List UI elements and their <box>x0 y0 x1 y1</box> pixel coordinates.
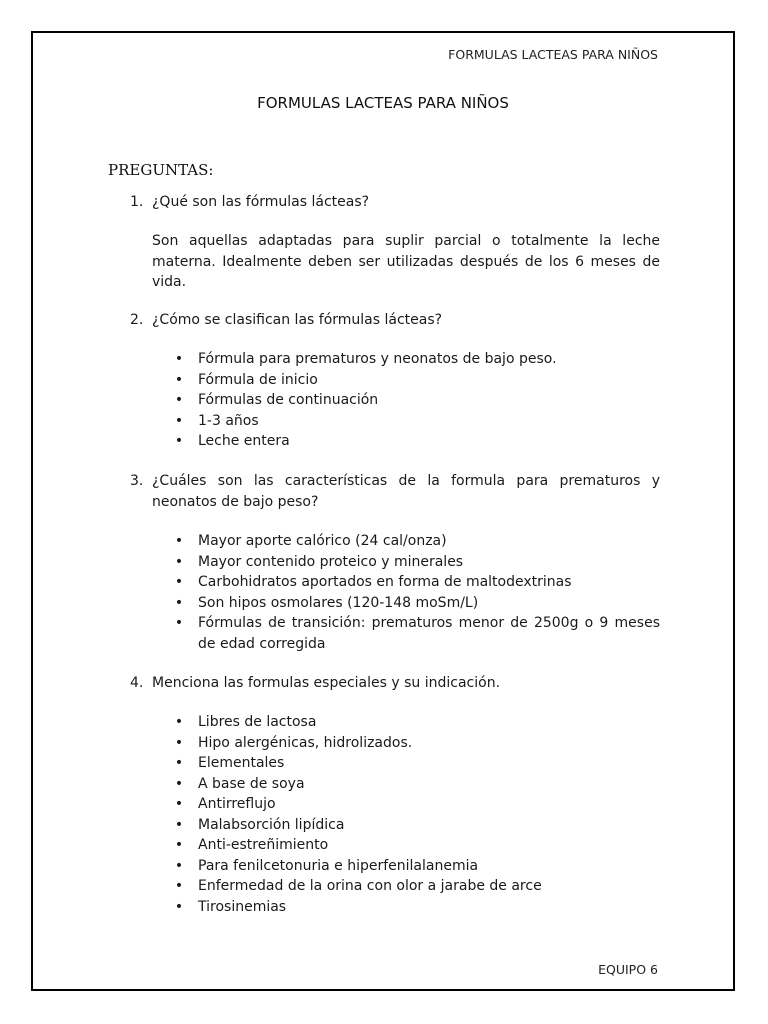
bullet-icon: • <box>174 857 184 874</box>
document-page <box>31 31 735 991</box>
section-label: PREGUNTAS: <box>108 161 214 179</box>
bullet-list-3 <box>174 531 660 654</box>
list-item <box>174 411 660 432</box>
question-text: ¿Cuáles son las características de la formula para prematuros y neonatos de bajo peso? <box>152 473 660 510</box>
bullet-icon: • <box>174 594 184 611</box>
list-item <box>174 370 660 391</box>
list-item <box>174 774 660 795</box>
list-item-text: Fórmula para prematuros y neonatos de bajo peso. <box>198 351 557 367</box>
list-item-text: A base de soya <box>198 775 305 792</box>
bullet-icon: • <box>174 898 184 915</box>
bullet-icon: • <box>174 816 184 833</box>
list-item-text: Fórmula de inicio <box>198 371 318 388</box>
question-text: ¿Qué son las fórmulas lácteas? <box>152 194 370 210</box>
bullet-list-2 <box>174 349 660 452</box>
question-number: 3. <box>130 473 144 489</box>
list-item <box>174 815 660 836</box>
answer-1: Son aquellas adaptadas para suplir parcial o totalmente la leche materna. Idealmente deben ser utilizadas después de los 6 meses de vida. <box>152 233 660 290</box>
bullet-icon: • <box>174 371 184 388</box>
list-item-text: Mayor aporte calórico (24 cal/onza) <box>198 533 447 549</box>
list-item <box>174 613 660 654</box>
list-item <box>174 390 660 411</box>
list-item-text: Fórmulas de continuación <box>198 392 379 408</box>
question-text: ¿Cómo se clasifican las fórmulas lácteas? <box>152 312 443 328</box>
bullet-icon: • <box>174 433 184 449</box>
list-item-text: Enfermedad de la orina con olor a jarabe de arce <box>198 878 542 894</box>
list-item <box>174 835 660 856</box>
bullet-icon: • <box>174 837 184 853</box>
bullet-icon: • <box>174 775 184 792</box>
question-2 <box>130 310 660 331</box>
list-item-text: Libres de lactosa <box>198 714 317 730</box>
list-item <box>174 593 660 614</box>
list-item <box>174 552 660 573</box>
list-item-text: Fórmulas de transición: prematuros menor de 2500g o 9 meses de edad corregida <box>198 615 660 652</box>
running-header: FORMULAS LACTEAS PARA NIÑOS <box>448 47 658 62</box>
list-item <box>174 794 660 815</box>
question-text: Menciona las formulas especiales y su indicación. <box>152 675 501 691</box>
question-4 <box>130 673 660 694</box>
question-number: 2. <box>130 312 144 328</box>
bullet-icon: • <box>174 574 184 590</box>
list-item <box>174 856 660 877</box>
bullet-icon: • <box>174 796 184 812</box>
list-item-text: Mayor contenido proteico y minerales <box>198 553 464 570</box>
list-item-text: Hipo alergénicas, hidrolizados. <box>198 734 413 751</box>
bullet-icon: • <box>174 392 184 408</box>
question-3 <box>130 471 660 512</box>
bullet-icon: • <box>174 755 184 771</box>
question-number: 1. <box>130 194 144 210</box>
list-item-text: 1-3 años <box>198 412 259 429</box>
list-item-text: Tirosinemias <box>198 898 287 915</box>
bullet-icon: • <box>174 734 184 751</box>
list-item <box>174 572 660 593</box>
list-item-text: Son hipos osmolares (120-148 moSm/L) <box>198 594 479 611</box>
bullet-icon: • <box>174 615 184 631</box>
bullet-icon: • <box>174 714 184 730</box>
bullet-icon: • <box>174 553 184 570</box>
bullet-icon: • <box>174 878 184 894</box>
list-item <box>174 733 660 754</box>
list-item-text: Antirreflujo <box>198 796 276 812</box>
document-title: FORMULAS LACTEAS PARA NIÑOS <box>257 94 509 112</box>
list-item-text: Carbohidratos aportados en forma de maltodextrinas <box>198 574 572 590</box>
bullet-icon: • <box>174 533 184 549</box>
list-item-text: Para fenilcetonuria e hiperfenilalanemia <box>198 857 479 874</box>
list-item <box>174 897 660 918</box>
list-item <box>174 753 660 774</box>
question-1 <box>130 192 660 213</box>
list-item <box>174 712 660 733</box>
question-number: 4. <box>130 675 144 691</box>
list-item-text: Malabsorción lipídica <box>198 816 345 833</box>
bullet-icon: • <box>174 351 184 367</box>
list-item-text: Leche entera <box>198 433 290 449</box>
list-item <box>174 349 660 370</box>
list-item-text: Elementales <box>198 755 285 771</box>
bullet-list-4 <box>174 712 660 917</box>
list-item <box>174 431 660 452</box>
footer-team: EQUIPO 6 <box>598 962 658 977</box>
list-item <box>174 876 660 897</box>
bullet-icon: • <box>174 412 184 429</box>
list-item <box>174 531 660 552</box>
list-item-text: Anti-estreñimiento <box>198 837 329 853</box>
